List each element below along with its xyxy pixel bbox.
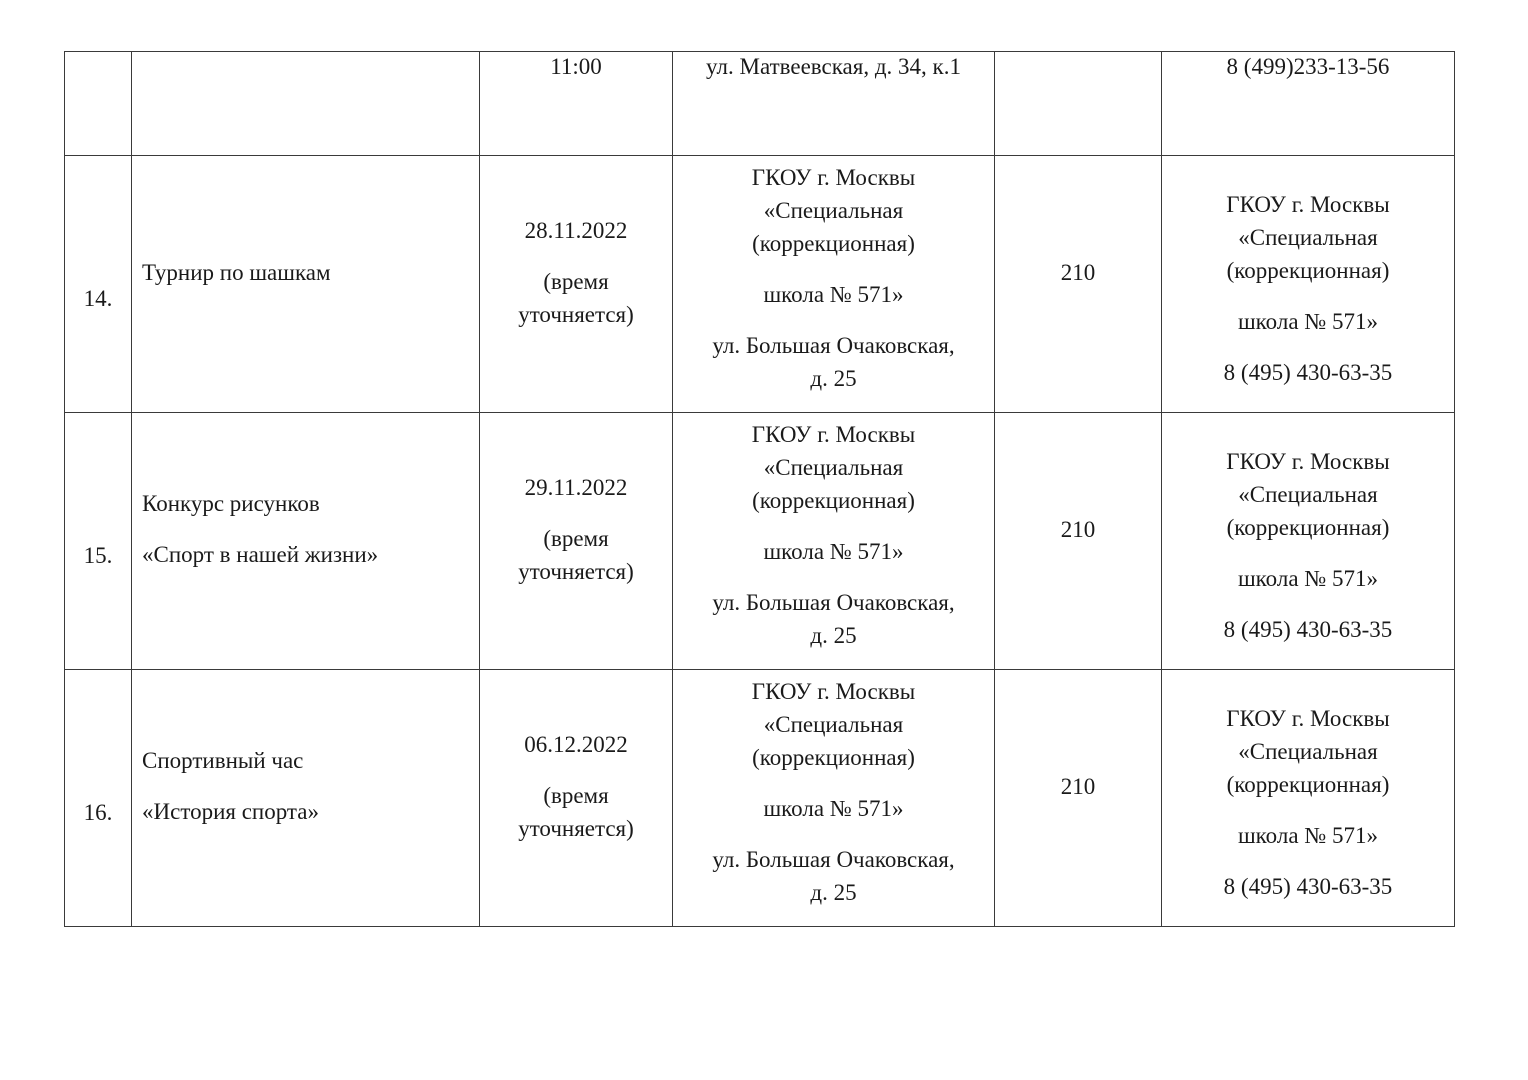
cell-number — [65, 156, 132, 413]
contact-school: школа № 571» — [1237, 822, 1379, 848]
place-org: (коррекционная) — [752, 745, 915, 770]
contact-school: школа № 571» — [1237, 308, 1379, 334]
event-number: 15. — [83, 542, 113, 568]
place-school: школа № 571» — [763, 796, 904, 821]
cell-event-name — [132, 413, 480, 670]
cell-date — [480, 156, 673, 413]
contact-org: ГКОУ г. Москвы — [1226, 448, 1390, 474]
cell-place — [673, 52, 995, 156]
event-time-note: (время — [543, 782, 609, 808]
place-address: ул. Большая Очаковская, — [712, 333, 955, 358]
event-date: 29.11.2022 — [524, 474, 628, 500]
table-row-continuation — [65, 52, 1455, 156]
cell-participants — [995, 670, 1162, 927]
place-school: школа № 571» — [763, 539, 904, 564]
place-school: школа № 571» — [763, 282, 904, 307]
event-number: 16. — [83, 799, 113, 825]
cell-participants — [995, 156, 1162, 413]
contact-org: (коррекционная) — [1226, 514, 1390, 540]
cell-number — [65, 413, 132, 670]
place-address: ул. Большая Очаковская, — [712, 847, 955, 872]
contact-org: «Специальная — [1238, 738, 1378, 764]
event-date: 28.11.2022 — [524, 217, 628, 243]
place-address: ул. Большая Очаковская, — [712, 590, 955, 615]
table-row — [65, 413, 1455, 670]
cell-number — [65, 670, 132, 927]
participants-count: 210 — [1060, 773, 1096, 799]
event-date: 06.12.2022 — [524, 731, 628, 757]
cell-contact — [1162, 670, 1455, 927]
event-time-note: уточняется) — [518, 815, 634, 841]
place-org: ГКОУ г. Москвы — [751, 679, 916, 704]
participants-count: 210 — [1060, 259, 1096, 285]
event-number: 14. — [83, 285, 113, 311]
contact-org: «Специальная — [1238, 481, 1378, 507]
contact-phone: 8 (499)233-13-56 — [1226, 54, 1390, 79]
event-name: «Спорт в нашей жизни» — [142, 542, 379, 567]
place-address: д. 25 — [810, 880, 857, 905]
place-org: ГКОУ г. Москвы — [751, 422, 916, 447]
cell-contact — [1162, 52, 1455, 156]
event-time-note: (время — [543, 268, 609, 294]
cell-place — [673, 670, 995, 927]
cell-participants — [995, 413, 1162, 670]
place-org: «Специальная — [763, 455, 904, 480]
table-row — [65, 156, 1455, 413]
place-org: «Специальная — [763, 198, 904, 223]
cell-number — [65, 52, 132, 156]
events-table — [64, 51, 1455, 927]
place-org: (коррекционная) — [752, 488, 915, 513]
event-name: Конкурс рисунков — [142, 491, 320, 516]
place-address: д. 25 — [810, 366, 857, 391]
cell-event-name — [132, 156, 480, 413]
contact-phone: 8 (495) 430-63-35 — [1223, 359, 1393, 385]
cell-contact — [1162, 156, 1455, 413]
contact-org: ГКОУ г. Москвы — [1226, 705, 1390, 731]
event-time: 11:00 — [550, 54, 602, 79]
cell-place — [673, 413, 995, 670]
cell-place — [673, 156, 995, 413]
cell-event-name — [132, 52, 480, 156]
cell-participants — [995, 52, 1162, 156]
table-row — [65, 670, 1455, 927]
event-name: Турнир по шашкам — [142, 259, 331, 285]
contact-org: ГКОУ г. Москвы — [1226, 191, 1390, 217]
event-time-note: уточняется) — [518, 301, 634, 327]
place-org: ГКОУ г. Москвы — [751, 165, 916, 190]
cell-event-name — [132, 670, 480, 927]
contact-phone: 8 (495) 430-63-35 — [1223, 873, 1393, 899]
contact-org: (коррекционная) — [1226, 257, 1390, 283]
event-name: Спортивный час — [142, 748, 304, 773]
cell-date — [480, 413, 673, 670]
cell-date — [480, 670, 673, 927]
place-address: д. 25 — [810, 623, 857, 648]
contact-school: школа № 571» — [1237, 565, 1379, 591]
event-time-note: (время — [543, 525, 609, 551]
participants-count: 210 — [1060, 516, 1096, 542]
cell-date — [480, 52, 673, 156]
contact-org: (коррекционная) — [1226, 771, 1390, 797]
cell-contact — [1162, 413, 1455, 670]
event-address: ул. Матвеевская, д. 34, к.1 — [706, 54, 961, 79]
place-org: (коррекционная) — [752, 231, 915, 256]
contact-phone: 8 (495) 430-63-35 — [1223, 616, 1393, 642]
contact-org: «Специальная — [1238, 224, 1378, 250]
event-name: «История спорта» — [142, 799, 319, 824]
event-time-note: уточняется) — [518, 558, 634, 584]
place-org: «Специальная — [763, 712, 904, 737]
